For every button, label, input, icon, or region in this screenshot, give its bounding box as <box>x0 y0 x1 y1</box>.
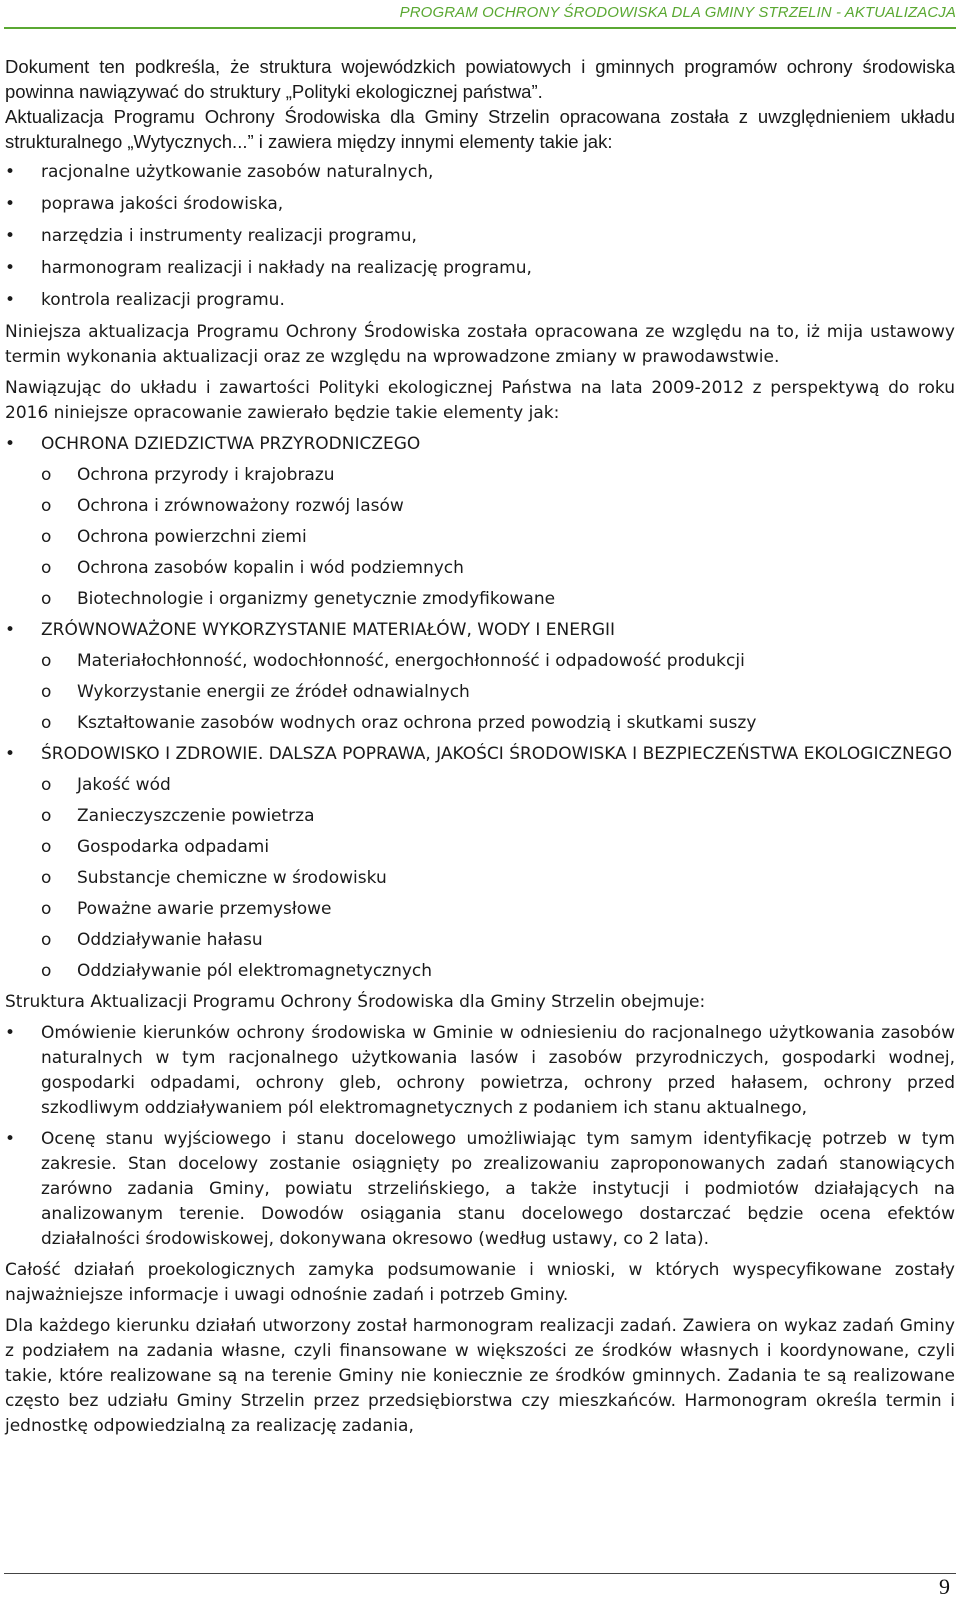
page-content <box>5 54 955 1445</box>
paragraph-3: Niniejsza aktualizacja Programu Ochrony Środowiska została opracowana ze względu na to, iż mija ustawowy termin wykonania aktualizacji oraz ze względu na wprowadzone zmiany w prawodawstwie. <box>5 322 955 367</box>
sub-item: o Materiałochłonność, wodochłonność, energochłonność i odpadowość produkcji <box>41 649 955 674</box>
paragraph-4: Nawiązując do układu i zawartości Polityki ekologicznej Państwa na lata 2009-2012 z perspektywą do roku 2016 niniejsze opracowanie zawierało będzie takie elementy jak: <box>5 378 955 423</box>
sub-item: o Ochrona przyrody i krajobrazu <box>41 463 955 488</box>
sub-item: o Kształtowanie zasobów wodnych oraz ochrona przed powodzią i skutkami suszy <box>41 711 955 736</box>
section-subitems <box>41 649 955 736</box>
list-item: • kontrola realizacji programu. <box>5 288 955 313</box>
structure-list <box>5 1021 955 1252</box>
list-item: • narzędzia i instrumenty realizacji programu, <box>5 224 955 249</box>
header-rule <box>4 27 956 29</box>
list-item: • racjonalne użytkowanie zasobów naturalnych, <box>5 160 955 185</box>
section-title: OCHRONA DZIEDZICTWA PRZYRODNICZEGO <box>41 434 421 454</box>
section-item <box>5 432 955 612</box>
sub-item: o Biotechnologie i organizmy genetycznie zmodyfikowane <box>41 587 955 612</box>
sub-item: o Oddziaływanie pól elektromagnetycznych <box>41 959 955 984</box>
list-item: • Ocenę stanu wyjściowego i stanu docelowego umożliwiając tym samym identyfikację potrzeb w tym zakresie. Stan docelowy zostanie osiągnięty po zrealizowaniu zaproponowanych zadań stanowiących zarówno zadania Gminy, powiatu strzelińskiego, a także instytucji i podmiotów działających na analizowanym terenie. Dowodów osiągania stanu docelowego dostarczać będzie ocena efektów działalności środowiskowej, dokonywana okresowo (według ustawy, co 2 lata). <box>5 1127 955 1252</box>
sub-item: o Poważne awarie przemysłowe <box>41 897 955 922</box>
elements-list <box>5 160 955 313</box>
sub-item: o Ochrona i zrównoważony rozwój lasów <box>41 494 955 519</box>
paragraph-2: Aktualizacja Programu Ochrony Środowiska dla Gminy Strzelin opracowana została z uwzględnieniem układu strukturalnego „Wytycznych...” i zawiera między innymi elementy takie jak: <box>5 106 955 152</box>
section-title: ŚRODOWISKO I ZDROWIE. DALSZA POPRAWA, JAKOŚCI ŚRODOWISKA I BEZPIECZEŃSTWA EKOLOGICZNEGO <box>41 744 952 764</box>
sub-item: o Jakość wód <box>41 773 955 798</box>
paragraph-1: Dokument ten podkreśla, że struktura wojewódzkich powiatowych i gminnych programów ochrony środowiska powinna nawiązywać do struktury „Polityki ekologicznej państwa”. <box>5 56 955 102</box>
section-subitems <box>41 463 955 612</box>
section-title: ZRÓWNOWAŻONE WYKORZYSTANIE MATERIAŁÓW, WODY I ENERGII <box>41 620 616 640</box>
paragraph-6: Całość działań proekologicznych zamyka podsumowanie i wnioski, w których wyspecyfikowane zostały najważniejsze informacje i uwagi odnośnie zadań i potrzeb Gminy. <box>5 1260 955 1305</box>
section-item <box>5 742 955 984</box>
sub-item: o Substancje chemiczne w środowisku <box>41 866 955 891</box>
footer-rule <box>4 1573 956 1574</box>
list-item: • poprawa jakości środowiska, <box>5 192 955 217</box>
paragraph-7: Dla każdego kierunku działań utworzony został harmonogram realizacji zadań. Zawiera on wykaz zadań Gminy z podziałem na zadania własne, czyli finansowane w większości ze środków własnych i koordynowane, czyli takie, które realizowane są na terenie Gminy nie koniecznie ze środków gminnych. Zadania te są realizowane często bez udziału Gminy Strzelin przez przedsiębiorstwa czy mieszkańców. Harmonogram określa termin i jednostkę odpowiedzialną za realizację zadania, <box>5 1316 955 1436</box>
policy-sections-list <box>5 432 955 984</box>
sub-item: o Wykorzystanie energii ze źródeł odnawialnych <box>41 680 955 705</box>
sub-item: o Gospodarka odpadami <box>41 835 955 860</box>
sub-item: o Zanieczyszczenie powietrza <box>41 804 955 829</box>
list-item: • harmonogram realizacji i nakłady na realizację programu, <box>5 256 955 281</box>
sub-item: o Ochrona powierzchni ziemi <box>41 525 955 550</box>
page-number: 9 <box>939 1574 950 1599</box>
section-item <box>5 618 955 736</box>
list-item: • Omówienie kierunków ochrony środowiska w Gminie w odniesieniu do racjonalnego użytkowania zasobów naturalnych w tym racjonalnego użytkowania lasów i zasobów przyrodniczych, gospodarki wodnej, gospodarki odpadami, ochrony gleb, ochrony powietrza, ochrony przed hałasem, ochrony przed szkodliwym oddziaływaniem pól elektromagnetycznych z podaniem ich stanu aktualnego, <box>5 1021 955 1121</box>
sub-item: o Ochrona zasobów kopalin i wód podziemnych <box>41 556 955 581</box>
sub-item: o Oddziaływanie hałasu <box>41 928 955 953</box>
paragraph-5: Struktura Aktualizacji Programu Ochrony Środowiska dla Gminy Strzelin obejmuje: <box>5 992 706 1012</box>
section-subitems <box>41 773 955 984</box>
running-header: PROGRAM OCHRONY ŚRODOWISKA DLA GMINY STRZELIN - AKTUALIZACJA <box>399 4 956 21</box>
